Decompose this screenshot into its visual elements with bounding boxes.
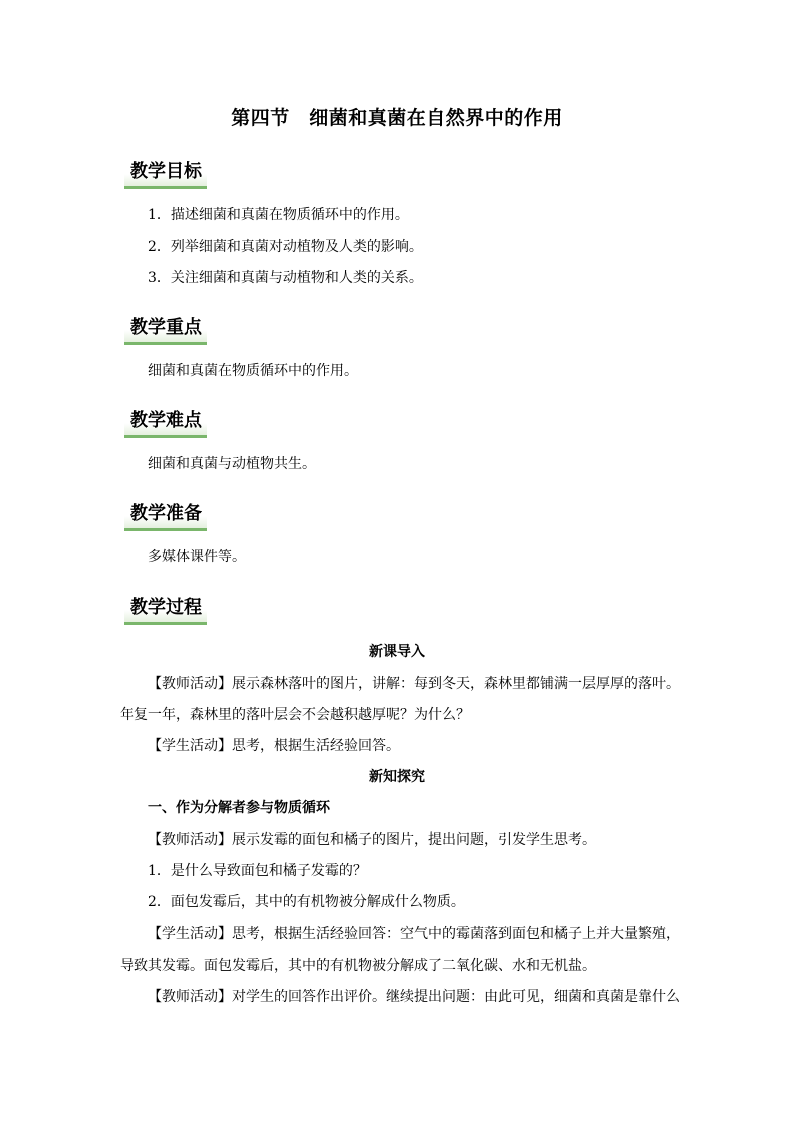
- explore-question-2: 2．面包发霉后，其中的有机物被分解成什么物质。: [148, 894, 465, 910]
- explore-teacher-feedback: 【教师活动】对学生的回答作出评价。继续提出问题：由此可见，细菌和真菌是靠什么: [148, 989, 680, 1005]
- heading-difficulties: 教学难点: [124, 409, 207, 438]
- explore-question-1: 1．是什么导致面包和橘子发霉的？: [148, 863, 367, 879]
- intro-student-activity: 【学生活动】思考，根据生活经验回答。: [148, 738, 400, 754]
- heading-objectives: 教学目标: [124, 160, 207, 189]
- objective-item-1: 1．描述细菌和真菌在物质循环中的作用。: [148, 207, 409, 223]
- preparation-text: 多媒体课件等。: [148, 549, 246, 565]
- heading-process: 教学过程: [124, 596, 207, 625]
- intro-title: 新课导入: [369, 644, 425, 660]
- explore-subtitle: 一、作为分解者参与物质循环: [148, 800, 330, 816]
- explore-student-activity-line-2: 导致其发霉。面包发霉后，其中的有机物被分解成了二氧化碳、水和无机盐。: [120, 958, 596, 974]
- explore-title: 新知探究: [369, 769, 425, 785]
- key-points-text: 细菌和真菌在物质循环中的作用。: [148, 363, 358, 379]
- intro-paragraph-line-2: 年复一年，森林里的落叶层会不会越积越厚呢？为什么？: [120, 707, 470, 723]
- heading-key-points: 教学重点: [124, 316, 207, 345]
- page-title: 第四节 细菌和真菌在自然界中的作用: [231, 107, 563, 129]
- objective-item-3: 3．关注细菌和真菌与动植物和人类的关系。: [148, 270, 423, 286]
- heading-preparation: 教学准备: [124, 502, 207, 531]
- explore-teacher-activity: 【教师活动】展示发霉的面包和橘子的图片，提出问题，引发学生思考。: [148, 832, 596, 848]
- explore-student-activity-line-1: 【学生活动】思考，根据生活经验回答：空气中的霉菌落到面包和橘子上并大量繁殖，: [148, 926, 680, 942]
- difficulties-text: 细菌和真菌与动植物共生。: [148, 456, 316, 472]
- objective-item-2: 2．列举细菌和真菌对动植物及人类的影响。: [148, 239, 423, 255]
- intro-paragraph-line-1: 【教师活动】展示森林落叶的图片，讲解：每到冬天，森林里都铺满一层厚厚的落叶。: [148, 676, 680, 692]
